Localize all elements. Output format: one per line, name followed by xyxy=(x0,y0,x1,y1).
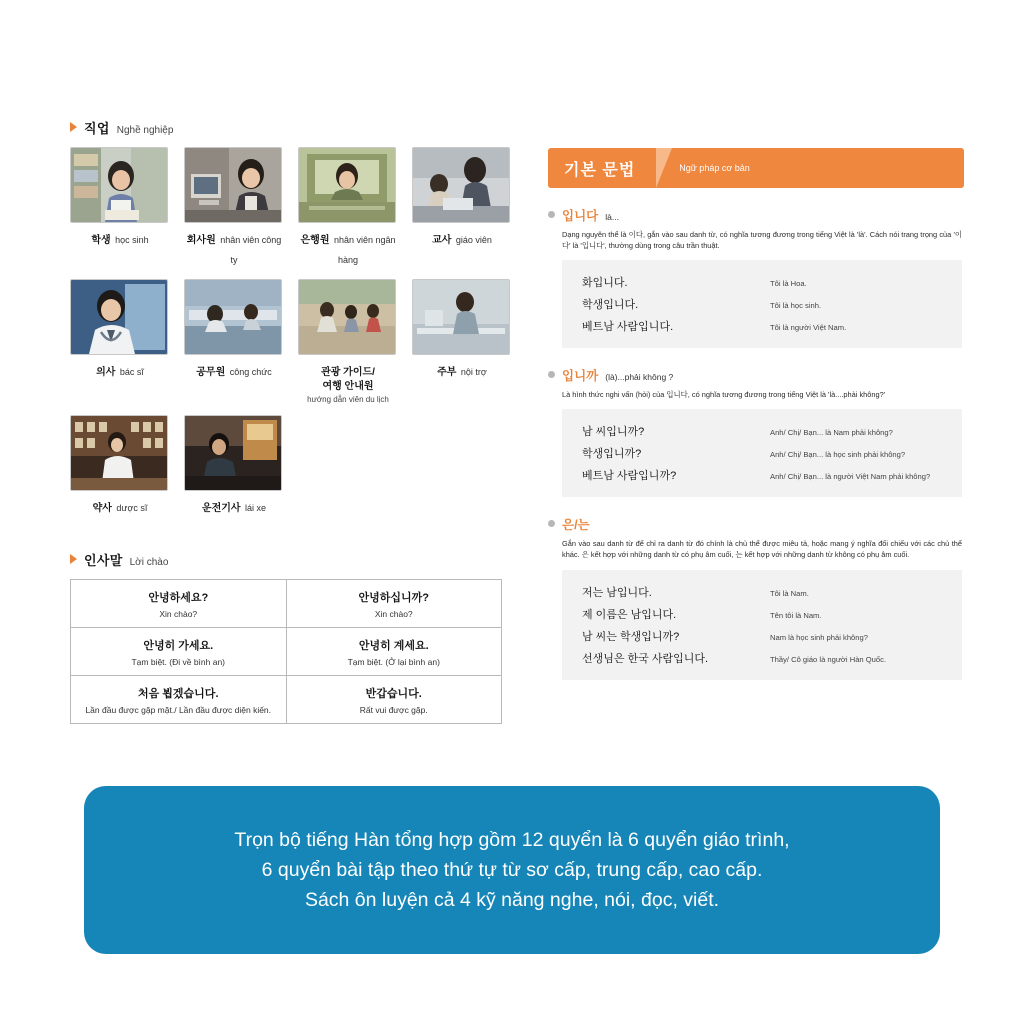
greeting-kr: 안녕히 계세요. xyxy=(358,640,429,652)
example-vn: Anh/ Chị/ Bạn... là Nam phải không? xyxy=(770,428,893,438)
example-kr: 선생님은 한국 사람입니다. xyxy=(582,652,709,665)
greeting-kr: 처음 뵙겠습니다. xyxy=(138,688,219,700)
job-label-kr: 공무원 xyxy=(196,367,226,378)
greeting-cell xyxy=(71,676,287,724)
job-label-vn: lái xe xyxy=(245,502,267,513)
grammar-header-banner xyxy=(548,148,964,188)
table-row xyxy=(71,676,502,724)
job-caption xyxy=(184,361,284,381)
grammar-block-title xyxy=(548,366,964,384)
job-item xyxy=(298,147,398,269)
job-label-vn: học sinh xyxy=(115,235,149,245)
greeting-vn: Lần đầu được gặp mặt./ Lần đầu được diện kiến. xyxy=(85,705,272,715)
greeting-kr: 안녕하세요? xyxy=(148,592,209,604)
example-vn: Anh/ Chị/ Bạn... là người Việt Nam phải không? xyxy=(770,472,931,482)
example-kr: 남 씨입니까? xyxy=(582,426,645,439)
job-item xyxy=(412,147,512,269)
example-row xyxy=(562,625,962,647)
job-photo-student xyxy=(70,147,168,223)
job-item xyxy=(184,147,284,269)
bullet-dot-icon xyxy=(548,520,555,527)
example-vn: Tôi là học sinh. xyxy=(770,301,822,311)
example-kr: 저는 남입니다. xyxy=(582,586,652,599)
example-kr: 제 이름은 남입니다. xyxy=(582,608,677,621)
job-caption xyxy=(298,361,398,405)
job-photo-housewife xyxy=(412,279,510,355)
greetings-section-heading xyxy=(70,550,510,569)
grammar-point-kr: 은/는 xyxy=(562,518,590,533)
table-row xyxy=(71,628,502,676)
jobs-section-heading xyxy=(70,118,520,137)
job-label-kr: 의사 xyxy=(96,367,116,378)
job-label-vn: giáo viên xyxy=(455,235,492,245)
job-label-kr-2: 여행 안내원 xyxy=(322,381,374,392)
job-label-vn: nhân viên ngân hàng xyxy=(333,235,396,265)
example-box xyxy=(562,260,962,348)
job-label-kr: 약사 xyxy=(92,502,112,514)
job-item xyxy=(412,279,512,405)
grammar-point-vn: (là)...phải không ? xyxy=(605,372,674,383)
jobs-grid xyxy=(70,147,520,527)
example-vn: Tôi là người Việt Nam. xyxy=(770,323,847,333)
job-caption xyxy=(70,497,170,517)
greeting-kr: 안녕하십니까? xyxy=(358,592,429,604)
grammar-block xyxy=(548,206,964,348)
example-kr: 화입니다. xyxy=(582,277,628,290)
job-label-vn: hướng dẫn viên du lịch xyxy=(307,394,389,404)
example-box xyxy=(562,570,962,680)
job-label-kr: 관광 가이드/ xyxy=(321,367,375,378)
grammar-section xyxy=(548,148,964,680)
example-row xyxy=(562,315,962,337)
example-row xyxy=(562,464,962,486)
greeting-cell xyxy=(71,580,287,628)
job-item xyxy=(184,415,284,517)
job-label-kr: 은행원 xyxy=(300,235,330,246)
job-caption xyxy=(184,229,284,269)
grammar-header-vn: Ngữ pháp cơ bản xyxy=(679,163,750,173)
greeting-vn: Tạm biệt. (Đi về bình an) xyxy=(131,657,226,667)
jobs-heading-vn: Nghề nghiệp xyxy=(116,125,174,136)
grammar-point-vn: là... xyxy=(605,212,619,222)
example-row xyxy=(562,420,962,442)
example-vn: Tôi là Nam. xyxy=(770,588,809,598)
job-item xyxy=(298,279,398,405)
promo-banner xyxy=(84,786,940,954)
job-caption xyxy=(412,361,512,381)
job-item xyxy=(70,415,170,517)
job-item xyxy=(184,279,284,405)
example-vn: Tên tôi là Nam. xyxy=(770,610,822,620)
jobs-heading-kr: 직업 xyxy=(84,121,110,136)
bullet-dot-icon xyxy=(548,211,555,218)
job-label-vn: nội trợ xyxy=(460,367,487,377)
greetings-heading-vn: Lời chào xyxy=(129,557,169,568)
job-photo-bank-clerk xyxy=(298,147,396,223)
job-photo-civil-servant xyxy=(184,279,282,355)
job-caption xyxy=(412,229,512,249)
greeting-vn: Tạm biệt. (Ở lại bình an) xyxy=(347,657,440,667)
job-item xyxy=(70,279,170,405)
example-vn: Anh/ Chị/ Bạn... là học sinh phải không? xyxy=(770,450,906,460)
greeting-cell xyxy=(71,628,287,676)
example-kr: 학생입니다. xyxy=(582,299,639,312)
triangle-bullet-icon xyxy=(70,554,77,564)
greeting-cell xyxy=(286,676,502,724)
greetings-heading-kr: 인사말 xyxy=(84,553,123,568)
greeting-vn: Rất vui được gặp. xyxy=(359,705,428,715)
job-photo-teacher xyxy=(412,147,510,223)
job-photo-driver xyxy=(184,415,282,491)
job-label-vn: dược sĩ xyxy=(116,502,148,513)
job-photo-pharmacist xyxy=(70,415,168,491)
example-row xyxy=(562,271,962,293)
example-kr: 학생입니까? xyxy=(582,448,642,461)
example-vn: Thầy/ Cô giáo là người Hàn Quốc. xyxy=(770,654,887,664)
example-row xyxy=(562,442,962,464)
example-vn: Tôi là Hoa. xyxy=(770,279,807,289)
job-label-kr: 운전기사 xyxy=(201,502,241,514)
greeting-kr: 안녕히 가세요. xyxy=(143,640,214,652)
promo-line-2: 6 quyển bài tập theo thứ tự từ sơ cấp, trung cấp, cao cấp. xyxy=(261,858,763,881)
greetings-section xyxy=(70,550,510,724)
job-caption xyxy=(70,361,170,381)
job-label-vn: nhân viên công ty xyxy=(220,235,282,265)
greetings-table xyxy=(70,579,502,724)
bullet-dot-icon xyxy=(548,371,555,378)
example-row xyxy=(562,603,962,625)
example-kr: 남 씨는 학생입니까? xyxy=(582,630,680,643)
job-label-vn: bác sĩ xyxy=(119,367,144,377)
example-kr: 베트남 사람입니까? xyxy=(582,470,677,483)
grammar-block xyxy=(548,515,964,679)
job-caption xyxy=(184,497,284,517)
example-box xyxy=(562,409,962,497)
table-row xyxy=(71,580,502,628)
example-row xyxy=(562,581,962,603)
job-photo-tour-guide xyxy=(298,279,396,355)
triangle-bullet-icon xyxy=(70,122,77,132)
job-label-vn: công chức xyxy=(229,367,272,377)
greeting-vn: Xin chào? xyxy=(159,609,198,619)
example-vn: Nam là học sinh phải không? xyxy=(770,632,868,642)
grammar-point-kr: 입니다 xyxy=(562,209,599,223)
job-caption xyxy=(70,229,170,249)
grammar-block xyxy=(548,366,964,497)
grammar-description: Dạng nguyên thể là 이다, gắn vào sau danh từ, có nghĩa tương đương trong tiếng Việt là 'là'. Cách nói trang trọng của '이다' là '입니다', thường dùng trong câu trần thuật. xyxy=(562,230,962,251)
grammar-description: Gắn vào sau danh từ để chỉ ra danh từ đó chính là chủ thể được miêu tả, hoặc mang ý nghĩa đối chiếu với các chủ thể khác. 은 kết hợp với những danh từ có phụ âm cuối, 는 kết hợp với những danh từ không có phụ âm cuối. xyxy=(562,539,962,560)
job-label-kr: 주부 xyxy=(437,367,457,378)
greeting-kr: 반갑습니다. xyxy=(365,688,422,700)
job-label-kr: 회사원 xyxy=(186,235,216,246)
promo-line-3: Sách ôn luyện cả 4 kỹ năng nghe, nói, đọc, viết. xyxy=(304,889,720,912)
grammar-block-title xyxy=(548,515,964,533)
grammar-point-kr: 입니까 xyxy=(562,369,599,384)
greeting-cell xyxy=(286,580,502,628)
grammar-description: Là hình thức nghi vấn (hỏi) của 입니다, có nghĩa tương đương trong tiếng Việt là 'là....phải không?' xyxy=(562,390,886,400)
banner-notch-shape xyxy=(656,148,672,188)
example-kr: 베트남 사람입니다. xyxy=(582,321,674,334)
job-photo-doctor xyxy=(70,279,168,355)
greeting-cell xyxy=(286,628,502,676)
grammar-block-title xyxy=(548,206,964,224)
example-row xyxy=(562,293,962,315)
greeting-vn: Xin chào? xyxy=(374,609,413,619)
grammar-header-kr: 기본 문법 xyxy=(564,161,636,179)
job-caption xyxy=(298,229,398,269)
promo-line-1: Trọn bộ tiếng Hàn tổng hợp gồm 12 quyển là 6 quyển giáo trình, xyxy=(234,828,790,851)
example-row xyxy=(562,647,962,669)
job-label-kr: 학생 xyxy=(91,235,111,246)
job-label-kr: 교사 xyxy=(432,235,452,246)
job-item xyxy=(70,147,170,269)
jobs-section xyxy=(70,118,520,527)
job-photo-office-worker xyxy=(184,147,282,223)
